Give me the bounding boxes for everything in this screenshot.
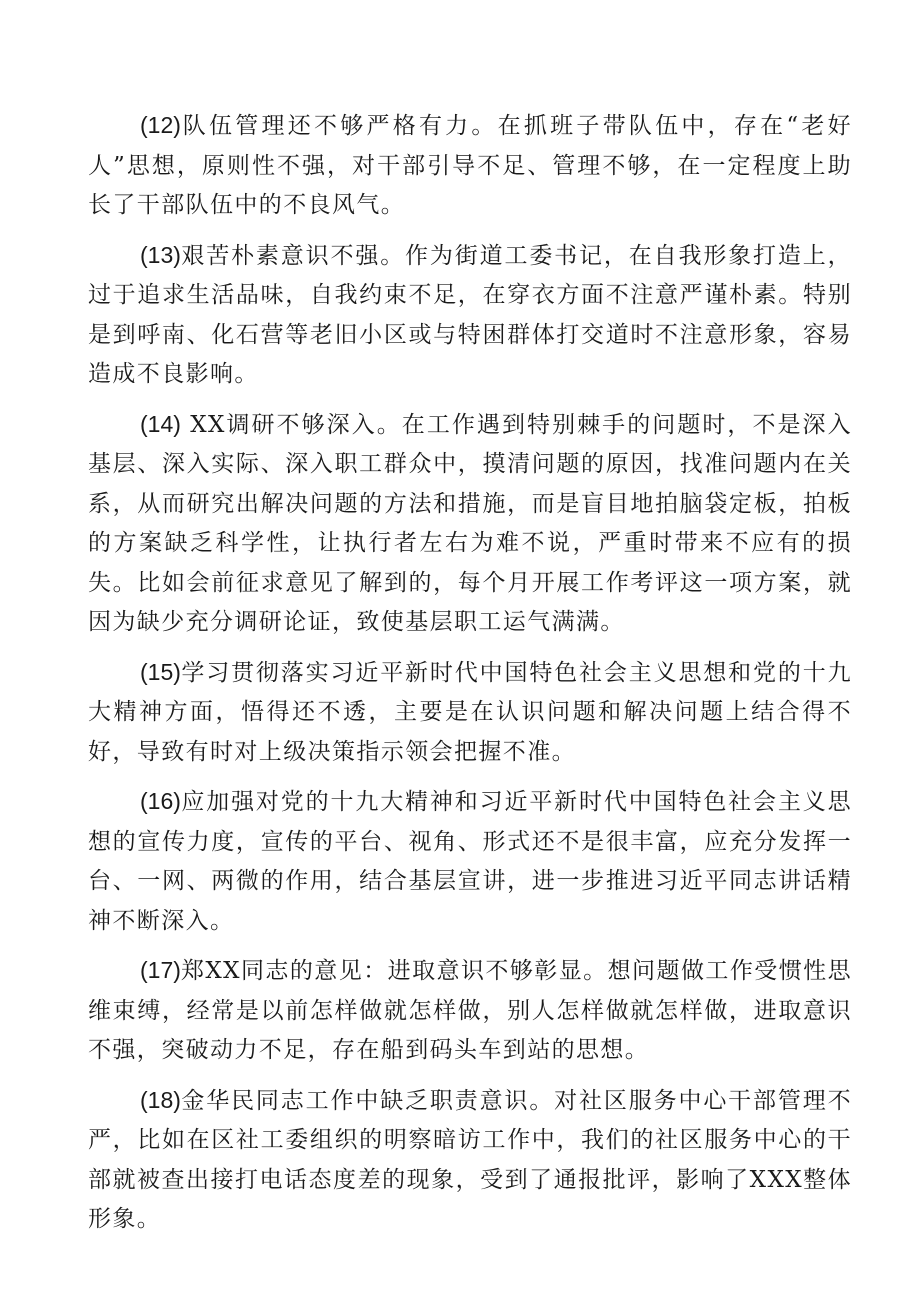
paragraph-text: 艰苦朴素意识不强。作为街道工委书记，在自我形象打造上，过于追求生活品味，自我约束不足，在穿衣方面不注意严谨朴素。特别是到呼南、化石营等老旧小区或与特困群体打交道时不注意形象，容易造成不良影响。: [88, 242, 852, 387]
paragraph-text: 金华民同志工作中缺乏职责意识。对社区服务中心干部管理不严，比如在区社工委组织的明察暗访工作中，我们的社区服务中心的干部就被查出接打电话态度差的现象，受到了通报批评，影响了XXX整体形象。: [88, 1087, 852, 1232]
paragraph-text: XX调研不够深入。在工作遇到特别棘手的问题时，不是深入基层、深入实际、深入职工群众中，摸清问题的原因，找准问题内在关系，从而研究出解决问题的方法和措施，而是盲目地拍脑袋定板，拍板的方案缺乏科学性，让执行者左右为难不说，严重时带来不应有的损失。比如会前征求意见了解到的，每个月开展工作考评这一项方案，就因为缺少充分调研论证，致使基层职工运气满满。: [88, 411, 852, 635]
paragraph-number: (14): [140, 410, 181, 437]
paragraph-13: [88, 236, 852, 395]
paragraph-17: [88, 951, 852, 1071]
paragraph-number: (18): [140, 1086, 181, 1113]
paragraph-15: [88, 653, 852, 773]
paragraph-text: 学习贯彻落实习近平新时代中国特色社会主义思想和党的十九大精神方面，悟得还不透，主要是在认识问题和解决问题上结合得不好，导致有时对上级决策指示领会把握不准。: [88, 659, 852, 765]
paragraph-text: 队伍管理还不够严格有力。在抓班子带队伍中，存在“老好人”思想，原则性不强，对干部引导不足、管理不够，在一定程度上助长了干部队伍中的不良风气。: [88, 113, 852, 218]
paragraph-number: (15): [140, 658, 181, 685]
paragraph-text: 郑XX同志的意见：进取意识不够彰显。想问题做工作受惯性思维束缚，经常是以前怎样做就怎样做，别人怎样做就怎样做，进取意识不强，突破动力不足，存在船到码头车到站的思想。: [88, 958, 852, 1063]
paragraph-number: (17): [140, 957, 181, 983]
paragraph-16: [88, 782, 852, 941]
paragraph-number: (12): [140, 112, 181, 138]
paragraph-number: (16): [140, 788, 181, 814]
paragraph-12: [88, 106, 852, 226]
paragraph-number: (13): [140, 241, 181, 268]
paragraph-text: 应加强对党的十九大精神和习近平新时代中国特色社会主义思想的宣传力度，宣传的平台、视角、形式还不是很丰富，应充分发挥一台、一网、两微的作用，结合基层宣讲，进一步推进习近平同志讲话精神不断深入。: [88, 789, 852, 934]
document-body: [88, 106, 852, 1250]
paragraph-18: [88, 1081, 852, 1240]
paragraph-14: [88, 405, 852, 643]
